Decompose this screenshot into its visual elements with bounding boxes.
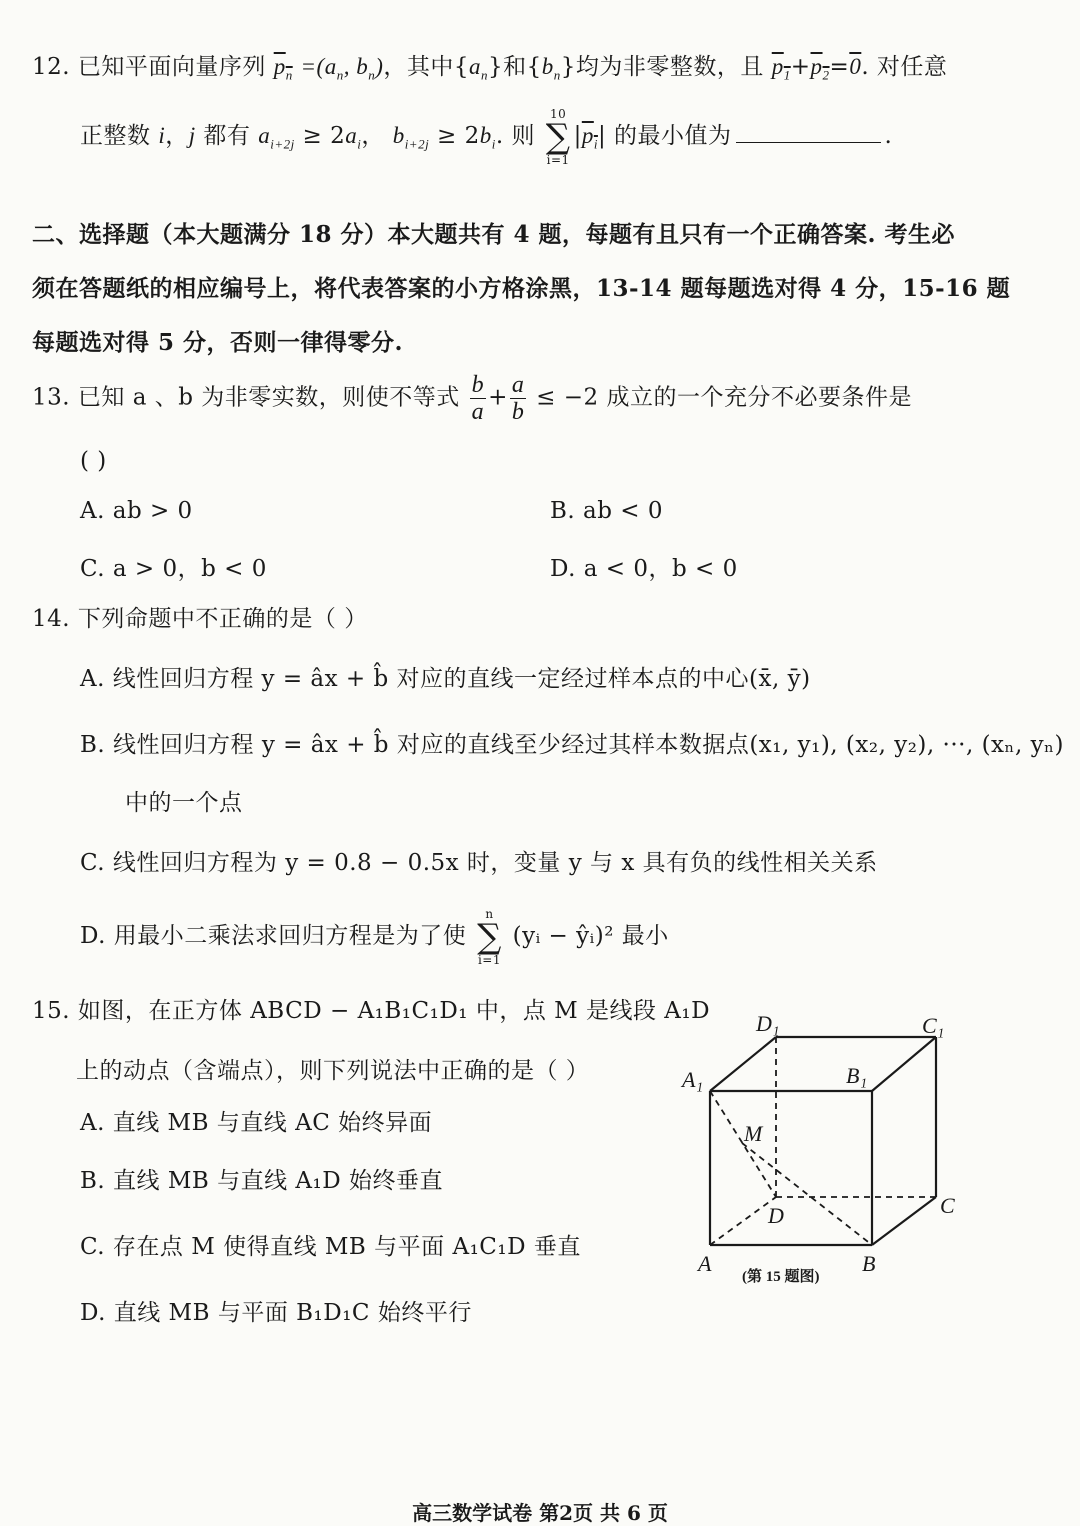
q13-paren: ( ): [80, 448, 107, 474]
label-d1: D₁: [756, 1011, 780, 1036]
label-b: B: [862, 1251, 876, 1276]
label-a1: A₁: [682, 1067, 704, 1092]
q15-option-d: D. 直线 MB 与平面 B₁D₁C 始终平行: [80, 1300, 472, 1326]
q14-option-a: A. 线性回归方程 y = âx + b̂ 对应的直线一定经过样本点的中心(x̄, ȳ): [80, 666, 811, 692]
q14-option-d: D. 用最小二乘法求回归方程是为了使 n ∑ i=1 (yᵢ − ŷᵢ)² 最小: [80, 907, 669, 967]
label-b1: B₁: [846, 1063, 868, 1088]
q15-stem-line2: 上的动点（含端点），则下列说法中正确的是（ ）: [76, 1058, 590, 1084]
edge-a-d-hidden: [710, 1197, 776, 1245]
q13-option-b: B. ab < 0: [550, 498, 663, 524]
answer-blank: [736, 122, 881, 143]
page-footer: 高三数学试卷 第2页 共 6 页: [412, 1501, 668, 1525]
q14-option-c: C. 线性回归方程为 y = 0.8 − 0.5x 时，变量 y 与 x 具有负的线性相关关系: [80, 850, 878, 876]
label-d: D: [768, 1203, 784, 1228]
label-c1: C₁: [922, 1013, 945, 1038]
figure-caption: (第 15 题图): [742, 1269, 820, 1285]
q15-option-c: C. 存在点 M 使得直线 MB 与平面 A₁C₁D 垂直: [80, 1234, 581, 1260]
sum-symbol: 10 ∑ i=1: [545, 107, 571, 167]
edge-a1-d1: [710, 1037, 776, 1091]
q14-stem: 14. 下列命题中不正确的是（ ）: [32, 606, 368, 632]
label-m: M: [744, 1121, 763, 1146]
q12-line2: 正整数 i，j 都有 $a_{i+2j} \ge 2a_i$， $b_{i+2j} \ge 2b_i$. 则 10 ∑ i=1 $|p_i|$ 的最小值为 .: [80, 107, 893, 167]
section2-line3: 每题选对得 5 分，否则一律得零分.: [32, 329, 404, 356]
q14-option-b-line1: B. 线性回归方程 y = âx + b̂ 对应的直线至少经过其样本数据点(x₁, y₁), (x₂, y₂), ···, (xₙ, yₙ): [80, 732, 1065, 758]
edge-b-c: [872, 1197, 936, 1245]
label-a: A: [698, 1251, 712, 1276]
q13-option-a: A. ab > 0: [80, 498, 193, 524]
sum-symbol-n: n ∑ i=1: [477, 907, 502, 967]
label-c: C: [940, 1193, 955, 1218]
q13-stem: 13. 已知 a 、b 为非零实数，则使不等式 $\frac{b}{a}$ + $\frac{a}{b}$ ≤ −2 成立的一个充分不必要条件是: [32, 372, 912, 425]
q13-option-d: D. a < 0，b < 0: [550, 556, 738, 582]
cube-figure: [680, 1005, 990, 1295]
q13-option-c: C. a > 0，b < 0: [80, 556, 267, 582]
q14-option-b-line2: 中的一个点: [125, 790, 243, 816]
fraction-b-over-a: $\frac{b}{a}$: [471, 372, 485, 425]
q15-option-a: A. 直线 MB 与直线 AC 始终异面: [80, 1110, 433, 1136]
section2-line2: 须在答题纸的相应编号上，将代表答案的小方格涂黑，13-14 题每题选对得 4 分，15-16 题: [32, 275, 1011, 302]
q12-line1: 12. 已知平面向量序列 $p_n =(a_n$, $b_n$)，其中$\{a_n\}$和$\{b_n\}$均为非零整数，且 $p_1+p_2=0$. 对任意: [32, 54, 948, 83]
fraction-a-over-b: $\frac{a}{b}$: [511, 372, 525, 425]
q15-stem-line1: 15. 如图，在正方体 ABCD − A₁B₁C₁D₁ 中，点 M 是线段 A₁D: [32, 998, 711, 1024]
section2-line1: 二、选择题（本大题满分 18 分）本大题共有 4 题，每题有且只有一个正确答案. 考生必: [32, 221, 956, 248]
edge-b1-c1: [872, 1037, 936, 1091]
q15-option-b: B. 直线 MB 与直线 A₁D 始终垂直: [80, 1168, 443, 1194]
segment-m-b: [742, 1143, 872, 1245]
